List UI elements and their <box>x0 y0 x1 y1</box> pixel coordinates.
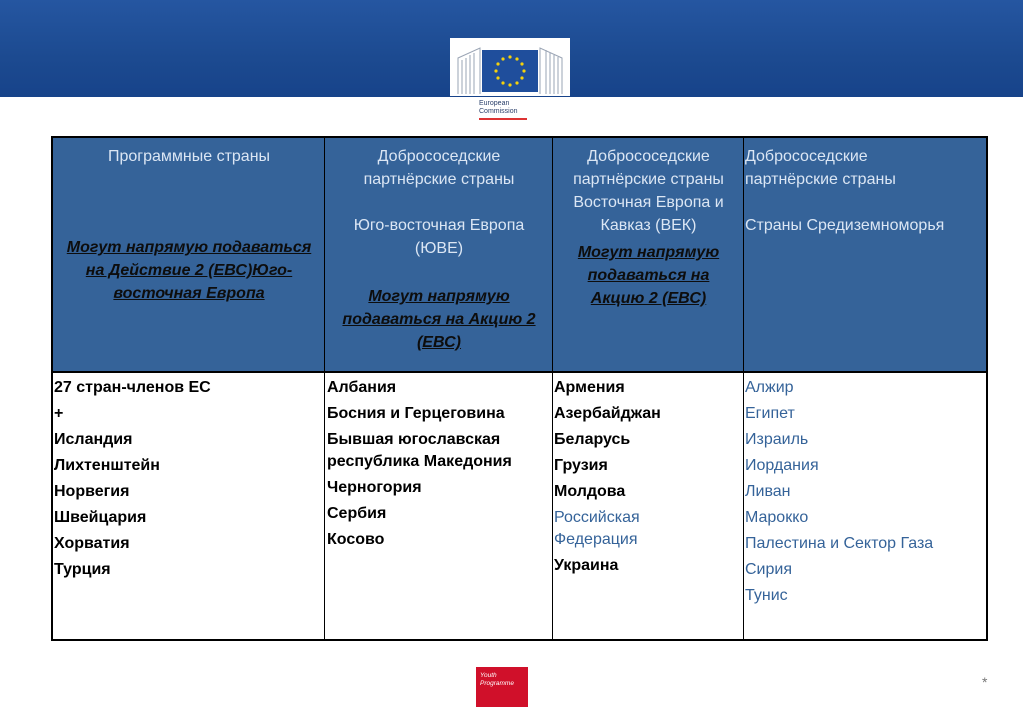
header-cell <box>325 138 553 372</box>
header-title: Добрососедские партнёрские страны <box>745 148 896 188</box>
header-note: Могут напрямую подаваться на Акцию 2 (ЕВС) <box>342 288 536 351</box>
list-item: Албания <box>327 379 397 396</box>
list <box>744 372 986 639</box>
list-item: Армения <box>554 379 625 396</box>
header-cell <box>553 138 744 372</box>
header-region: Восточная Европа и Кавказ (ВЕК) <box>573 194 724 234</box>
list-item: Марокко <box>745 509 809 526</box>
list-item: Российская Федерация <box>554 509 640 548</box>
header-title: Добрососедские партнёрские страны <box>363 148 515 188</box>
list-item: Хорватия <box>54 535 130 552</box>
column-eastern-europe-caucasus <box>553 138 744 639</box>
list-item: Азербайджан <box>554 405 661 422</box>
header-title: Добрососедские партнёрские страны <box>573 148 724 188</box>
header-divider <box>53 371 986 373</box>
column-mediterranean <box>744 138 986 639</box>
list-item: Лихтенштейн <box>54 457 160 474</box>
header-region: Страны Средиземноморья <box>745 217 945 234</box>
list <box>553 372 744 639</box>
list-item: Сирия <box>745 561 792 578</box>
list-item: Палестина и Сектор Газа <box>745 535 934 552</box>
list-item: Сербия <box>327 505 387 522</box>
list-item: Босния и Герцеговина <box>327 405 505 422</box>
column-programme-countries <box>53 138 325 639</box>
list-item: Турция <box>54 561 111 578</box>
ec-building-icon <box>450 38 570 96</box>
header-region: Юго-восточная Европа (ЮВЕ) <box>353 217 525 257</box>
header-note: Могут напрямую подаваться на Акцию 2 (ЕВС) <box>577 244 720 307</box>
list-item: Косово <box>327 531 385 548</box>
youth-programme-logo <box>476 667 528 707</box>
list-item: Грузия <box>554 457 608 474</box>
list <box>53 372 325 639</box>
list-item: Ливан <box>745 483 791 500</box>
column-divider <box>324 138 325 639</box>
list-item: Израиль <box>745 431 809 448</box>
list-item: Беларусь <box>554 431 631 448</box>
column-divider <box>743 138 744 639</box>
list <box>325 372 553 639</box>
list-item: Исландия <box>54 431 133 448</box>
list-item: Норвегия <box>54 483 130 500</box>
logo-line1: European <box>479 100 510 107</box>
list-item: Бывшая югославская республика Македония <box>327 431 512 470</box>
slide-mark: * <box>982 674 988 690</box>
list-item: + <box>54 405 64 422</box>
list-item: Алжир <box>745 379 794 396</box>
list-item: Украина <box>554 557 619 574</box>
logo-line1: Youth <box>480 672 497 679</box>
column-south-east-europe <box>325 138 553 639</box>
column-divider <box>552 138 553 639</box>
list-item: 27 стран-членов ЕС <box>54 379 211 396</box>
list-item: Молдова <box>554 483 626 500</box>
header-title: Программные страны <box>107 148 271 165</box>
european-commission-logo <box>445 38 575 130</box>
header-cell <box>53 138 325 372</box>
logo-line2: Programme <box>480 680 514 687</box>
list-item: Иордания <box>745 457 819 474</box>
countries-table <box>51 136 988 641</box>
logo-line2: Commission <box>479 108 518 115</box>
list-item: Тунис <box>745 587 788 604</box>
list-item: Швейцария <box>54 509 147 526</box>
header-note: Могут напрямую подаваться на Действие 2 (ЕВС)Юго-восточная Европа <box>66 239 312 302</box>
header-cell <box>744 138 986 372</box>
list-item: Черногория <box>327 479 422 496</box>
list-item: Египет <box>745 405 795 422</box>
